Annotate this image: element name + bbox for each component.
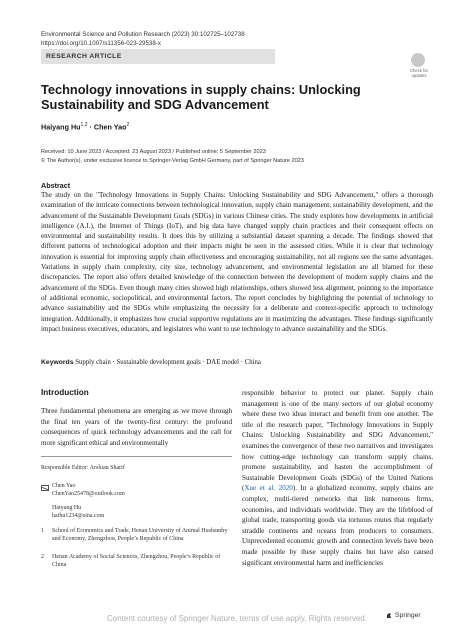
envelope-icon xyxy=(41,485,49,491)
introduction-text: ). In a globalized economy, supply chains are complex, multi-tiered networks that link numerous firms, economies, and individuals worldwide. They are the lifeblood of global trade, transporting goods via tortuous routes that regularly straddle continents and oceans from producers to consumers. Unprecedented economic growth and connection levels have been made possible by these supply chains but have also caused significant environmental harm and inefficiencies xyxy=(242,484,434,567)
introduction-col1: Three fundamental phenomena are emerging as we move through the final ten years of the twenty-first century: the profound consequences of quick technology advancements and the call for more significant ethical and environmentally xyxy=(41,407,232,447)
date-history: Received: 10 June 2023 / Accepted: 23 August 2023 / Published online: 5 September 2023 xyxy=(41,149,266,155)
journal-header xyxy=(41,30,245,48)
introduction-col2 xyxy=(242,388,433,568)
contact-name: Chen Yao xyxy=(52,483,76,489)
affiliation-2: Henan Academy of Social Sciences, Zhengzhou, People’s Republic of China xyxy=(52,554,221,568)
affiliation-marker: 1,2 xyxy=(80,122,88,128)
keywords-label: Keywords xyxy=(41,359,74,366)
keywords xyxy=(41,359,433,366)
author-separator: · xyxy=(87,122,94,132)
citation-link[interactable]: Xue et al. 2020 xyxy=(244,484,293,493)
affiliation-number: 2 xyxy=(41,554,44,560)
author-list xyxy=(41,122,129,131)
contact-block xyxy=(52,483,125,520)
article-type-label: RESEARCH ARTICLE xyxy=(46,53,122,60)
check-updates-label[interactable]: Check for updates xyxy=(410,68,428,78)
courtesy-watermark: Content courtesy of Springer Nature, terms of use apply. Rights reserved. xyxy=(107,614,367,623)
abstract-text: The study on the "Technology Innovations in Supply Chains: Unlocking Sustainability and SDG Advancement," offers a thorough examination of the intricate connections between technological innovation, supply chain management, sustainability development, and the advancement of the Sustainable Development Goals (SDGs) in various Chinese cities. The study explores how developments in artificial intelligence (A.I.), the Internet of Things (IoT), and big data have changed supply chain practices and their consequent effects on environmental and sustainability results. It does this by utilizing a substantial dataset spanning a decade. The findings showed that different patterns of technological adoption and their impacts might be seen in the assessed cities. While it is clear that technology innovation is essential for improving supply chain effectiveness and encouraging sustainability, not all regions see the same advantages. Variations in supply chain complexity, city size, technology advancement, and environmental legislation are all blamed for these discrepancies. The report also offers detailed knowledge of the connection between the development of modern supply chains and the advancement of the SDGs. Even though many cities showed high relationships, others showed less alignment, pointing to the importance of additional economic, sociopolitical, and environmental factors. The report concludes by highlighting the potential of technology to advance sustainability and the SDGs while emphasizing the necessity for a deliberate and context-specific approach to technology integration. Additionally, it emphasizes how crucial supportive regulations are in maximizing the advantages. These findings significantly impact business executives, educators, and legislators who want to use technology to advance sustainability and the SDGs. xyxy=(41,191,433,333)
doi-link[interactable]: https://doi.org/10.1007/s11356-023-29538-x xyxy=(41,40,161,47)
author-name[interactable]: Chen Yao xyxy=(93,122,127,132)
copyright-line: © The Author(s), under exclusive licence to Springer-Verlag GmbH Germany, part of Springer Nature 2023 xyxy=(41,157,304,164)
affiliation-marker: 2 xyxy=(126,122,130,128)
affiliation-number: 1 xyxy=(41,528,44,534)
publication-dates xyxy=(41,148,304,165)
contact-email[interactable]: ChenYao25478@outlook.com xyxy=(52,490,125,497)
footnote-divider xyxy=(41,456,232,457)
author-name[interactable]: Haiyang Hu xyxy=(41,122,81,132)
contact-name: Haiyang Hu xyxy=(52,505,82,512)
introduction-heading: Introduction xyxy=(41,388,89,397)
introduction-text: responsible behavior to protect our planet. Supply chain management is one of the many sectors of our global economy where these two ideas interact and benefit from one another. The title of the research paper, "Technology Innovations in Supply Chains: Unlocking Sustainability and SDG Advancement," examines the convergence of these two narratives and investigates how cutting-edge technology can transform supply chains, promote sustainability, and hasten the accomplishment of Sustainable Development Goals (SDGs) of the United Nations ( xyxy=(242,389,433,493)
responsible-editor: Responsible Editor: Arshian Sharif xyxy=(41,465,125,471)
affiliation-1: School of Economics and Trade, Henan University of Animal Husbandry and Economy, Zhengzhou, People’s Republic of China xyxy=(52,528,228,542)
keywords-list: Supply chain · Sustainable development goals · DAE model · China xyxy=(75,359,261,366)
contact-email[interactable]: haihu1234@sina.com xyxy=(52,512,105,519)
article-title: Technology innovations in supply chains: Unlocking Sustainability and SDG Advancement xyxy=(41,82,361,112)
abstract-heading: Abstract xyxy=(41,181,71,190)
journal-citation: Environmental Science and Pollution Research (2023) 30:102725–102738 xyxy=(41,31,245,38)
check-updates-icon[interactable] xyxy=(411,53,425,67)
publisher-logo: Springer xyxy=(395,612,421,619)
